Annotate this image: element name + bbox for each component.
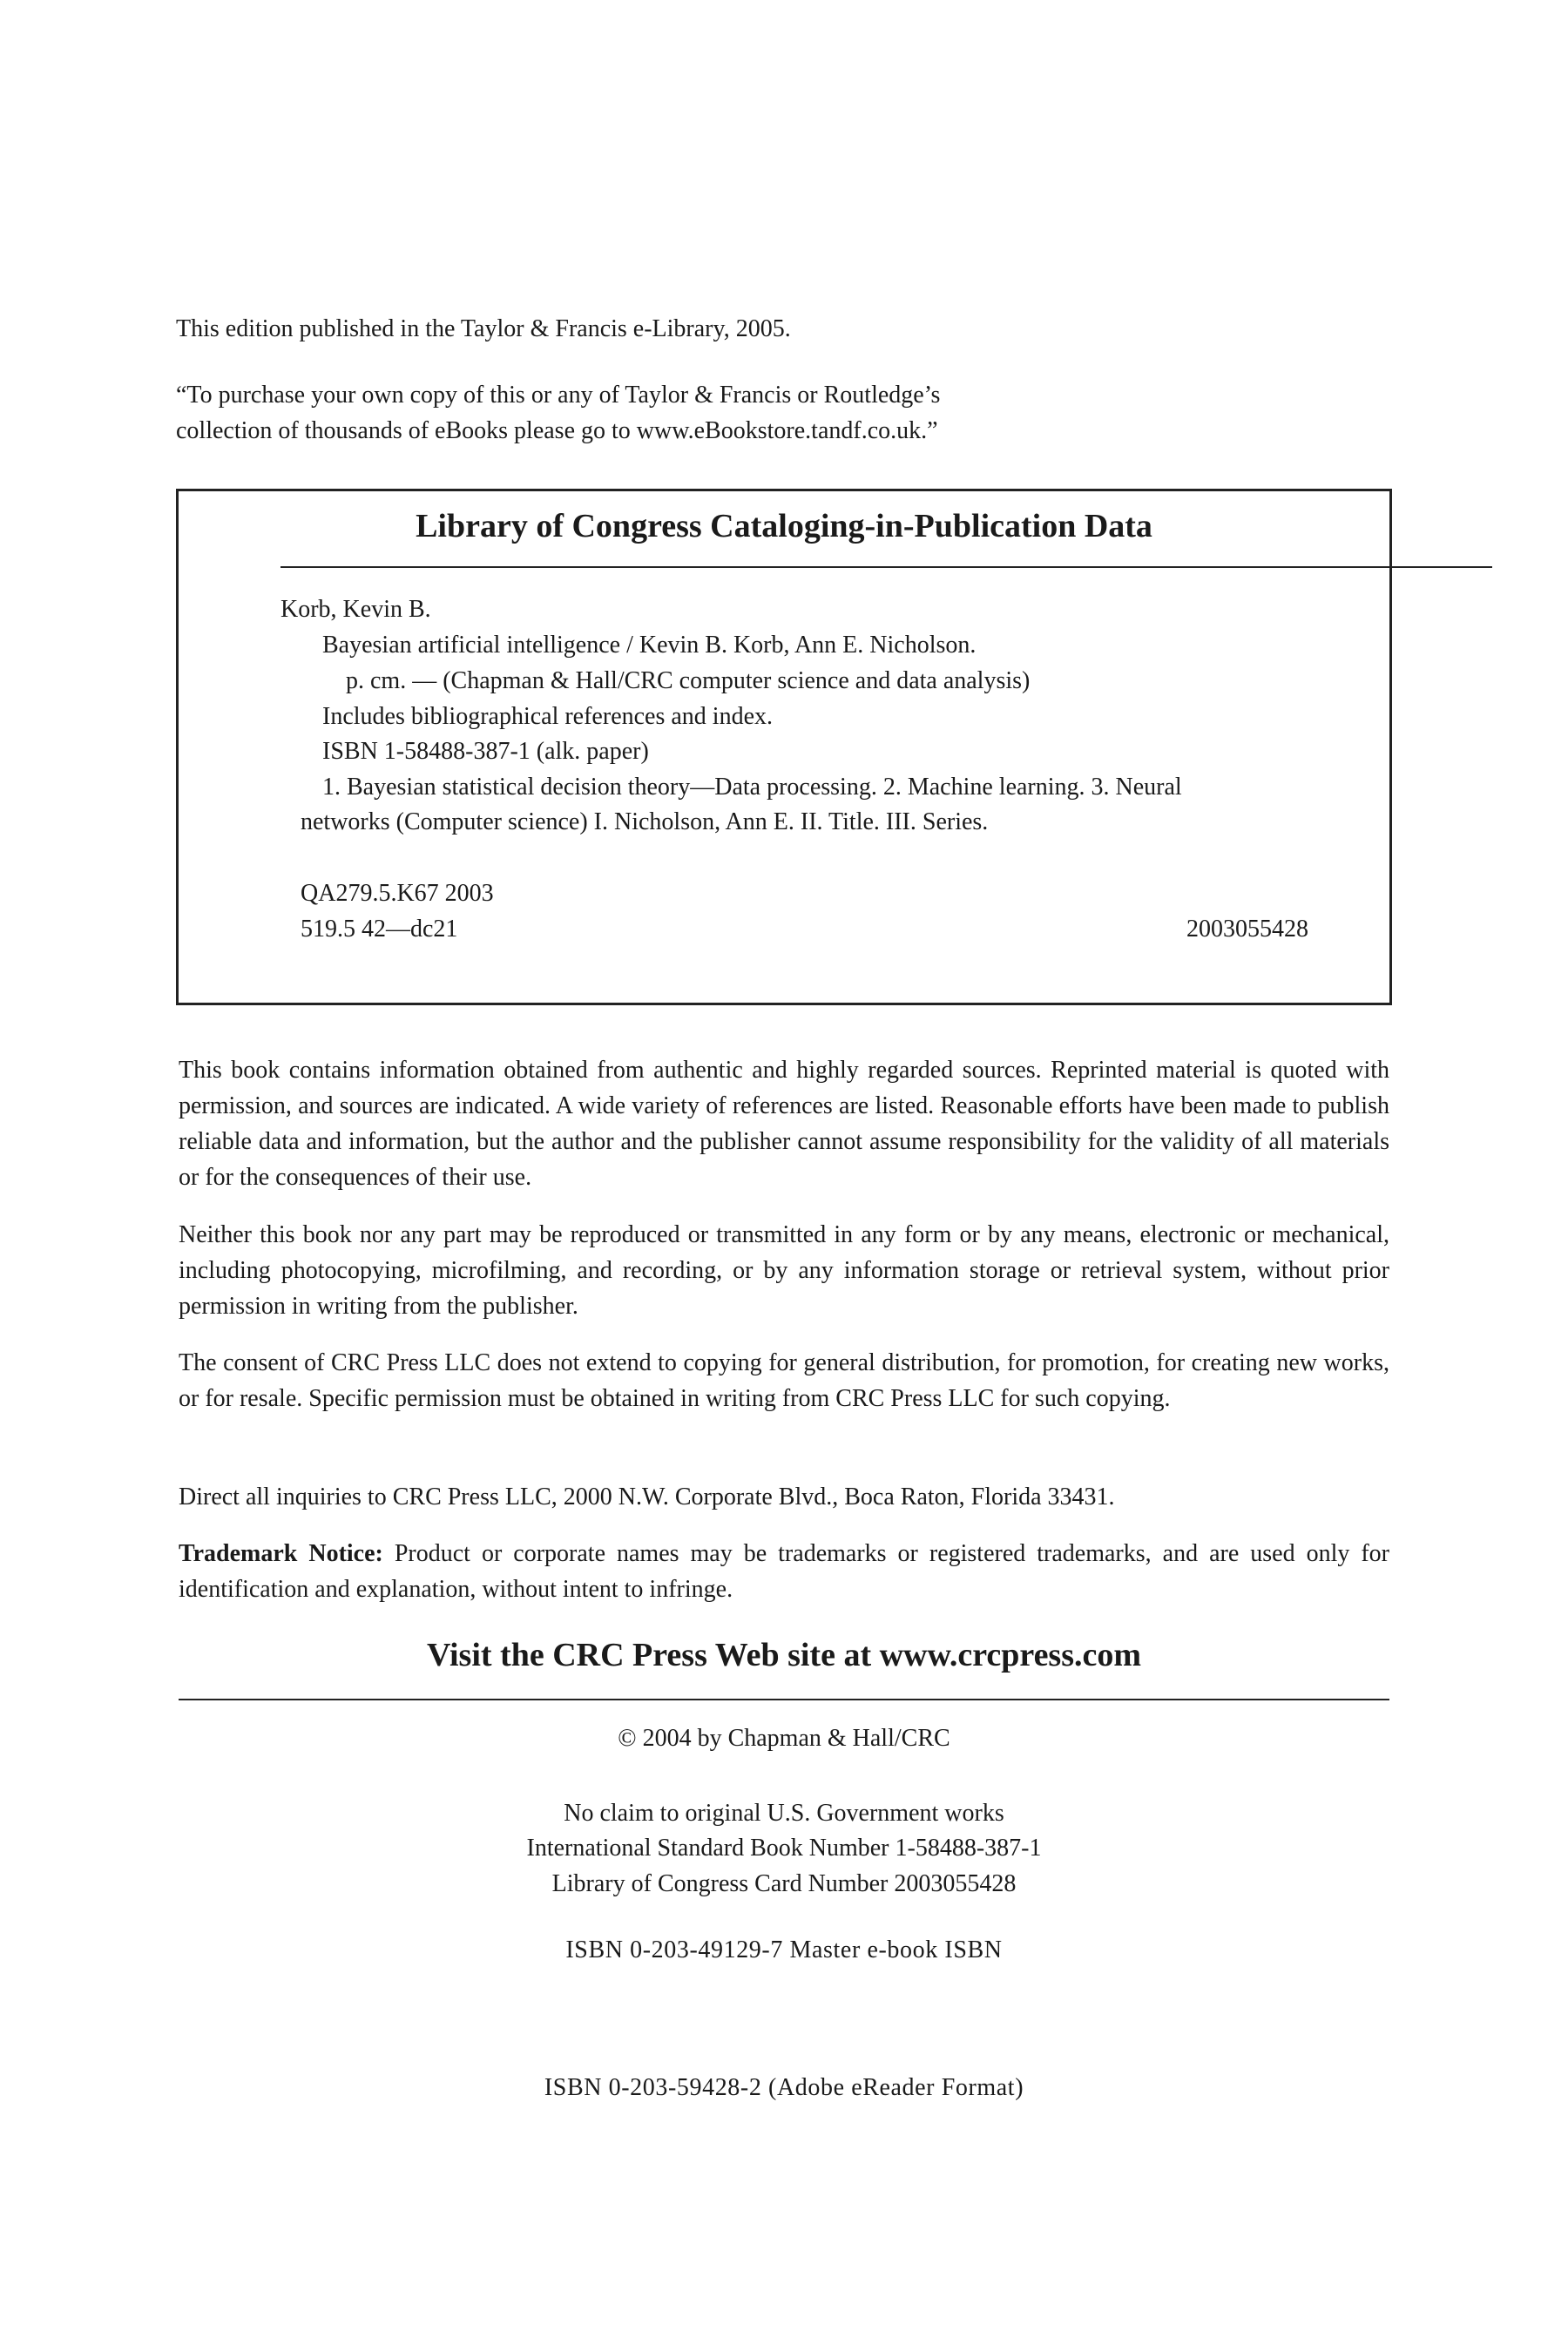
- purchase-line-1: “To purchase your own copy of this or any of Taylor & Francis or Routledge’s: [176, 382, 941, 409]
- edition-notice: This edition published in the Taylor & Francis e-Library, 2005.: [176, 315, 791, 342]
- cip-lccn: 2003055428: [1186, 916, 1308, 943]
- cip-subjects-line-2: networks (Computer science) I. Nicholson, Ann E. II. Title. III. Series.: [301, 808, 989, 835]
- cip-series-line: p. cm. — (Chapman & Hall/CRC computer science and data analysis): [346, 667, 1031, 694]
- trademark-label: Trademark Notice:: [179, 1540, 383, 1567]
- lccn-line: Library of Congress Card Number 2003055428: [551, 1870, 1017, 1897]
- ebook-isbn-line: ISBN 0-203-49129-7 Master e-book ISBN: [565, 1936, 1003, 1963]
- no-claim-line: No claim to original U.S. Government works: [564, 1800, 1004, 1827]
- paragraph-inquiries: Direct all inquiries to CRC Press LLC, 2000 N.W. Corporate Blvd., Boca Raton, Florida 33431.: [179, 1484, 1115, 1511]
- intl-isbn-line: International Standard Book Number 1-58488-387-1: [526, 1835, 1042, 1862]
- paragraph-trademark: [179, 1536, 1389, 1607]
- cip-dewey: 519.5 42—dc21: [301, 916, 458, 943]
- cip-includes: Includes bibliographical references and index.: [322, 703, 774, 730]
- cip-subjects-line-1: 1. Bayesian statistical decision theory—Data processing. 2. Machine learning. 3. Neural: [322, 774, 1182, 801]
- cip-title-line: Bayesian artificial intelligence / Kevin B. Korb, Ann E. Nicholson.: [322, 632, 977, 659]
- cip-data-box: [176, 489, 1392, 1005]
- cip-author: Korb, Kevin B.: [280, 596, 431, 623]
- cip-title: Library of Congress Cataloging-in-Publication Data: [416, 508, 1152, 544]
- visit-rule: [179, 1699, 1389, 1700]
- purchase-line-2: collection of thousands of eBooks please go to www.eBookstore.tandf.co.uk.”: [176, 417, 938, 444]
- paragraph-consent: The consent of CRC Press LLC does not extend to copying for general distribution, for promotion, for creating new works, or for resale. Specific permission must be obtained in writing from CRC Press LLC for such copying.: [179, 1349, 1389, 1412]
- cip-isbn: ISBN 1-58488-387-1 (alk. paper): [322, 738, 649, 765]
- paragraph-reproduction: Neither this book nor any part may be reproduced or transmitted in any form or by any means, electronic or mechanical, including photocopying, microfilming, and recording, or by any information storage or retrieval system, without prior permission in writing from the publisher.: [179, 1221, 1389, 1320]
- cip-title-rule: [280, 566, 1492, 568]
- cip-call-number: QA279.5.K67 2003: [301, 880, 494, 907]
- visit-website: Visit the CRC Press Web site at www.crcpress.com: [426, 1637, 1142, 1673]
- copyright-line: © 2004 by Chapman & Hall/CRC: [618, 1725, 950, 1752]
- trademark-text: Product or corporate names may be trademarks or registered trademarks, and are used only for identification and explanation, without intent to infringe.: [179, 1540, 1389, 1603]
- adobe-isbn-line: ISBN 0-203-59428-2 (Adobe eReader Format): [544, 2074, 1024, 2101]
- paragraph-sources: This book contains information obtained from authentic and highly regarded sources. Reprinted material is quoted with permission, and sources are indicated. A wide variety of references are listed. Reasonable efforts have been made to publish reliable data and information, but the author and the publisher cannot assume responsibility for the validity of all materials or for the consequences of their use.: [179, 1057, 1389, 1191]
